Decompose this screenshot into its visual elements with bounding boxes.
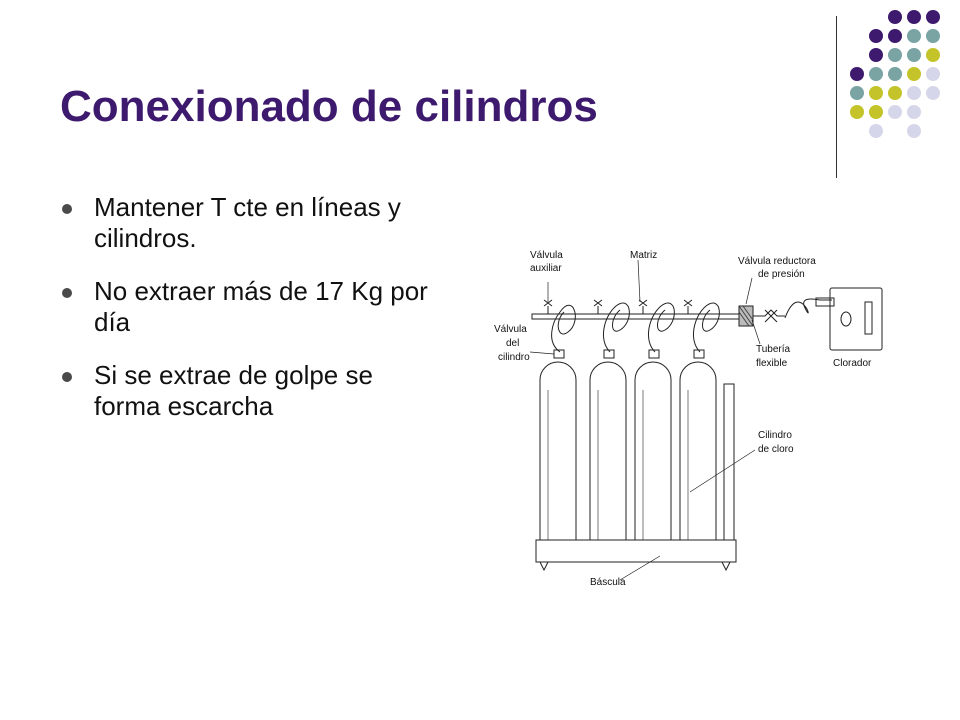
decorative-dot — [907, 48, 921, 62]
decorative-dot — [907, 10, 921, 24]
label-clorador: Clorador — [833, 358, 872, 369]
bullet-list — [60, 192, 440, 444]
bullet-icon — [62, 204, 72, 214]
decorative-dot — [869, 124, 883, 138]
decorative-dot — [869, 86, 883, 100]
decorative-dot — [926, 48, 940, 62]
bullet-text: No extraer más de 17 Kg por día — [94, 276, 428, 337]
bullet-text: Si se extrae de golpe se forma escarcha — [94, 360, 373, 421]
decorative-dot — [888, 10, 902, 24]
label-valvula-reductora: Válvula reductora — [738, 256, 816, 267]
decorative-dot — [907, 67, 921, 81]
label-tuberia-flexible: flexible — [756, 358, 788, 369]
bullet-item — [60, 192, 440, 254]
decorative-dot — [926, 10, 940, 24]
label-valvula-auxiliar: Válvula — [530, 250, 563, 261]
chlorine-cylinders — [540, 362, 716, 540]
bullet-text: Mantener T cte en líneas y cilindros. — [94, 192, 401, 253]
label-leader-lines — [530, 260, 760, 580]
bullet-icon — [62, 288, 72, 298]
label-cilindro-cloro: Cilindro — [758, 430, 792, 441]
decorative-dot — [907, 124, 921, 138]
rack-frame — [724, 384, 734, 540]
decorative-dot — [907, 105, 921, 119]
decorative-dot — [869, 48, 883, 62]
chlorinator-box — [830, 288, 882, 350]
flexible-hoses — [552, 303, 720, 352]
decorative-dot — [850, 105, 864, 119]
decorative-dot — [926, 86, 940, 100]
decorative-dot — [869, 67, 883, 81]
label-valvula-reductora: de presión — [758, 269, 805, 280]
scale-platform — [536, 540, 736, 562]
decorative-dot — [850, 86, 864, 100]
slide-title: Conexionado de cilindros — [60, 82, 598, 131]
decorative-dot — [907, 86, 921, 100]
label-valvula-cilindro: Válvula — [494, 324, 527, 335]
label-valvula-cilindro: cilindro — [498, 352, 530, 363]
label-bascula: Báscula — [590, 577, 626, 588]
label-valvula-auxiliar: auxiliar — [530, 263, 562, 274]
decorative-dot — [888, 67, 902, 81]
decorative-dot — [888, 86, 902, 100]
decorative-dot — [888, 105, 902, 119]
label-matriz: Matriz — [630, 250, 658, 261]
label-tuberia-flexible: Tubería — [756, 344, 791, 355]
bullet-item — [60, 276, 440, 338]
decorative-dot — [869, 29, 883, 43]
label-valvula-cilindro: del — [506, 338, 520, 349]
divider-line — [836, 16, 837, 178]
decorative-dot — [888, 29, 902, 43]
chlorine-cylinder-diagram — [490, 240, 890, 590]
decorative-dot — [888, 48, 902, 62]
decorative-dot-grid — [850, 10, 960, 160]
manifold-pipe — [532, 314, 742, 319]
cylinder-valves — [554, 350, 704, 358]
decorative-dot — [907, 29, 921, 43]
decorative-dot — [869, 105, 883, 119]
decorative-dot — [926, 29, 940, 43]
label-cilindro-cloro: de cloro — [758, 444, 794, 455]
decorative-dot — [850, 67, 864, 81]
bullet-item — [60, 360, 440, 422]
decorative-dot — [926, 67, 940, 81]
bullet-icon — [62, 372, 72, 382]
